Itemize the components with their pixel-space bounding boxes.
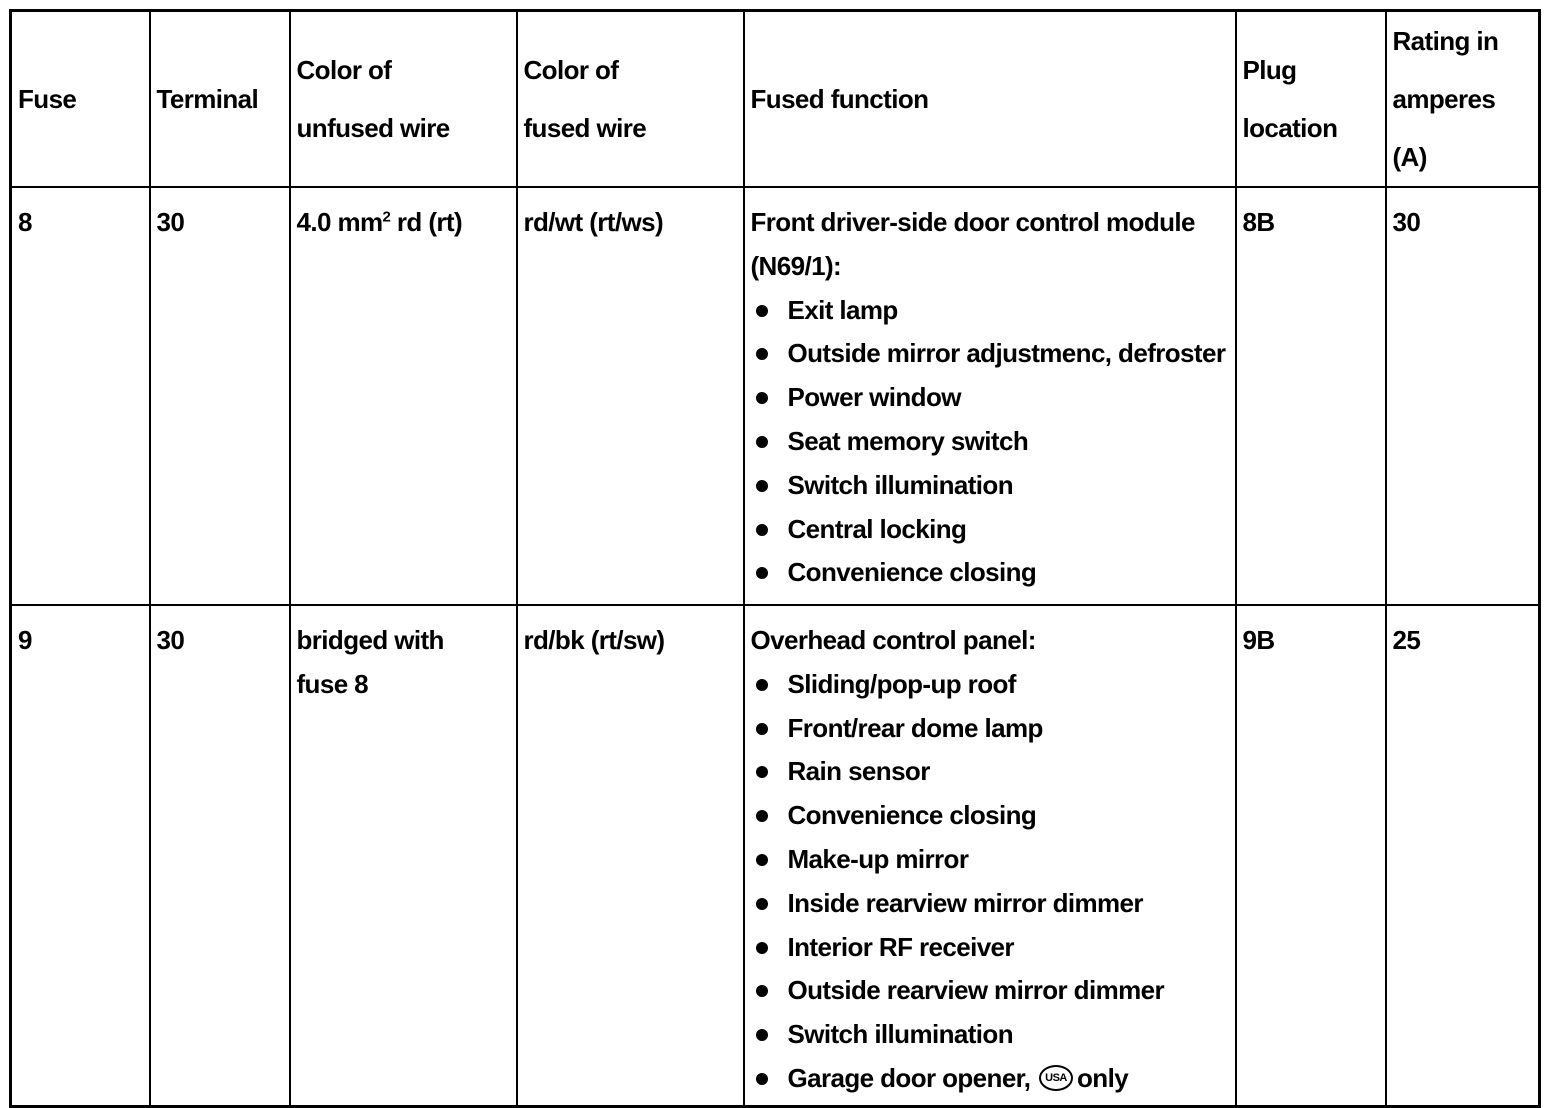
cell-unfused-wire: 4.0 $mm^2$ rd (rt)	[290, 187, 517, 605]
cell-fused-function	[744, 187, 1236, 605]
list-item: Make-up mirror	[751, 838, 1229, 882]
bullet-icon	[756, 524, 768, 536]
bullet-icon	[756, 679, 768, 691]
bullet-icon	[756, 1073, 768, 1085]
header-unfused-wire-color	[290, 11, 517, 188]
function-intro-line1: Front driver-side door control module	[750, 207, 1195, 237]
bullet-icon	[756, 392, 768, 404]
table-row	[11, 605, 1540, 1107]
header-row	[11, 11, 1540, 188]
header-unfused-line1: Color of	[296, 55, 392, 85]
header-fused-function: Fused function	[744, 11, 1236, 188]
cell-fused-wire: rd/wt (rt/ws)	[517, 187, 744, 605]
header-fused-line1: Color of	[523, 55, 619, 85]
header-rating	[1386, 11, 1540, 188]
header-fuse: Fuse	[11, 11, 150, 188]
list-item: Outside mirror adjustmenc, defroster	[751, 332, 1229, 376]
function-list	[751, 289, 1229, 596]
list-item: Outside rearview mirror dimmer	[751, 969, 1229, 1013]
header-fused-wire-color	[517, 11, 744, 188]
bullet-icon	[756, 898, 768, 910]
bullet-icon	[756, 854, 768, 866]
cell-fuse: 8	[11, 187, 150, 605]
fuse-table	[9, 9, 1541, 1108]
bullet-icon	[756, 480, 768, 492]
header-rating-line2: amperes (A)	[1392, 84, 1496, 172]
header-fused-line2: fused wire	[523, 113, 647, 143]
list-item: Garage door opener, USA only	[751, 1057, 1229, 1101]
cell-rating: 30	[1386, 187, 1540, 605]
cell-plug-location: 8B	[1236, 187, 1386, 605]
list-item: Exit lamp	[751, 289, 1229, 333]
cell-fused-wire: rd/bk (rt/sw)	[517, 605, 744, 1107]
bullet-icon	[756, 567, 768, 579]
list-item: Switch illumination	[751, 464, 1229, 508]
cell-fuse: 9	[11, 605, 150, 1107]
list-item: Sliding/pop-up roof	[751, 663, 1229, 707]
list-item: Seat memory switch	[751, 420, 1229, 464]
cell-terminal: 30	[150, 605, 290, 1107]
function-intro-line2: (N69/1):	[750, 250, 842, 281]
list-item: Inside rearview mirror dimmer	[751, 882, 1229, 926]
list-item: Power window	[751, 376, 1229, 420]
header-unfused-line2: unfused wire	[296, 113, 450, 143]
bullet-icon	[756, 942, 768, 954]
bullet-icon	[756, 810, 768, 822]
table-row	[11, 187, 1540, 605]
list-item: Convenience closing	[751, 794, 1229, 838]
bullet-icon	[756, 436, 768, 448]
list-item: Rain sensor	[751, 750, 1229, 794]
header-plug-location: Plug location	[1236, 11, 1386, 188]
function-list	[751, 663, 1229, 1101]
cell-terminal: 30	[150, 187, 290, 605]
bullet-icon	[756, 723, 768, 735]
bullet-icon	[756, 348, 768, 360]
list-item: Switch illumination	[751, 1013, 1229, 1057]
list-item: Front/rear dome lamp	[751, 707, 1229, 751]
bullet-icon	[756, 1029, 768, 1041]
header-terminal: Terminal	[150, 11, 290, 188]
cell-rating: 25	[1386, 605, 1540, 1107]
list-item: Central locking	[751, 508, 1229, 552]
bullet-icon	[756, 305, 768, 317]
bullet-icon	[756, 766, 768, 778]
cell-unfused-wire: bridged with fuse 8	[290, 605, 517, 1107]
cell-fused-function	[744, 605, 1236, 1107]
cell-plug-location: 9B	[1236, 605, 1386, 1107]
header-rating-line1: Rating in	[1392, 26, 1499, 56]
list-item: Interior RF receiver	[751, 926, 1229, 970]
list-item: Convenience closing	[751, 551, 1229, 595]
usa-icon: USA	[1039, 1065, 1073, 1091]
function-intro: Overhead control panel:	[750, 625, 1036, 655]
bullet-icon	[756, 985, 768, 997]
